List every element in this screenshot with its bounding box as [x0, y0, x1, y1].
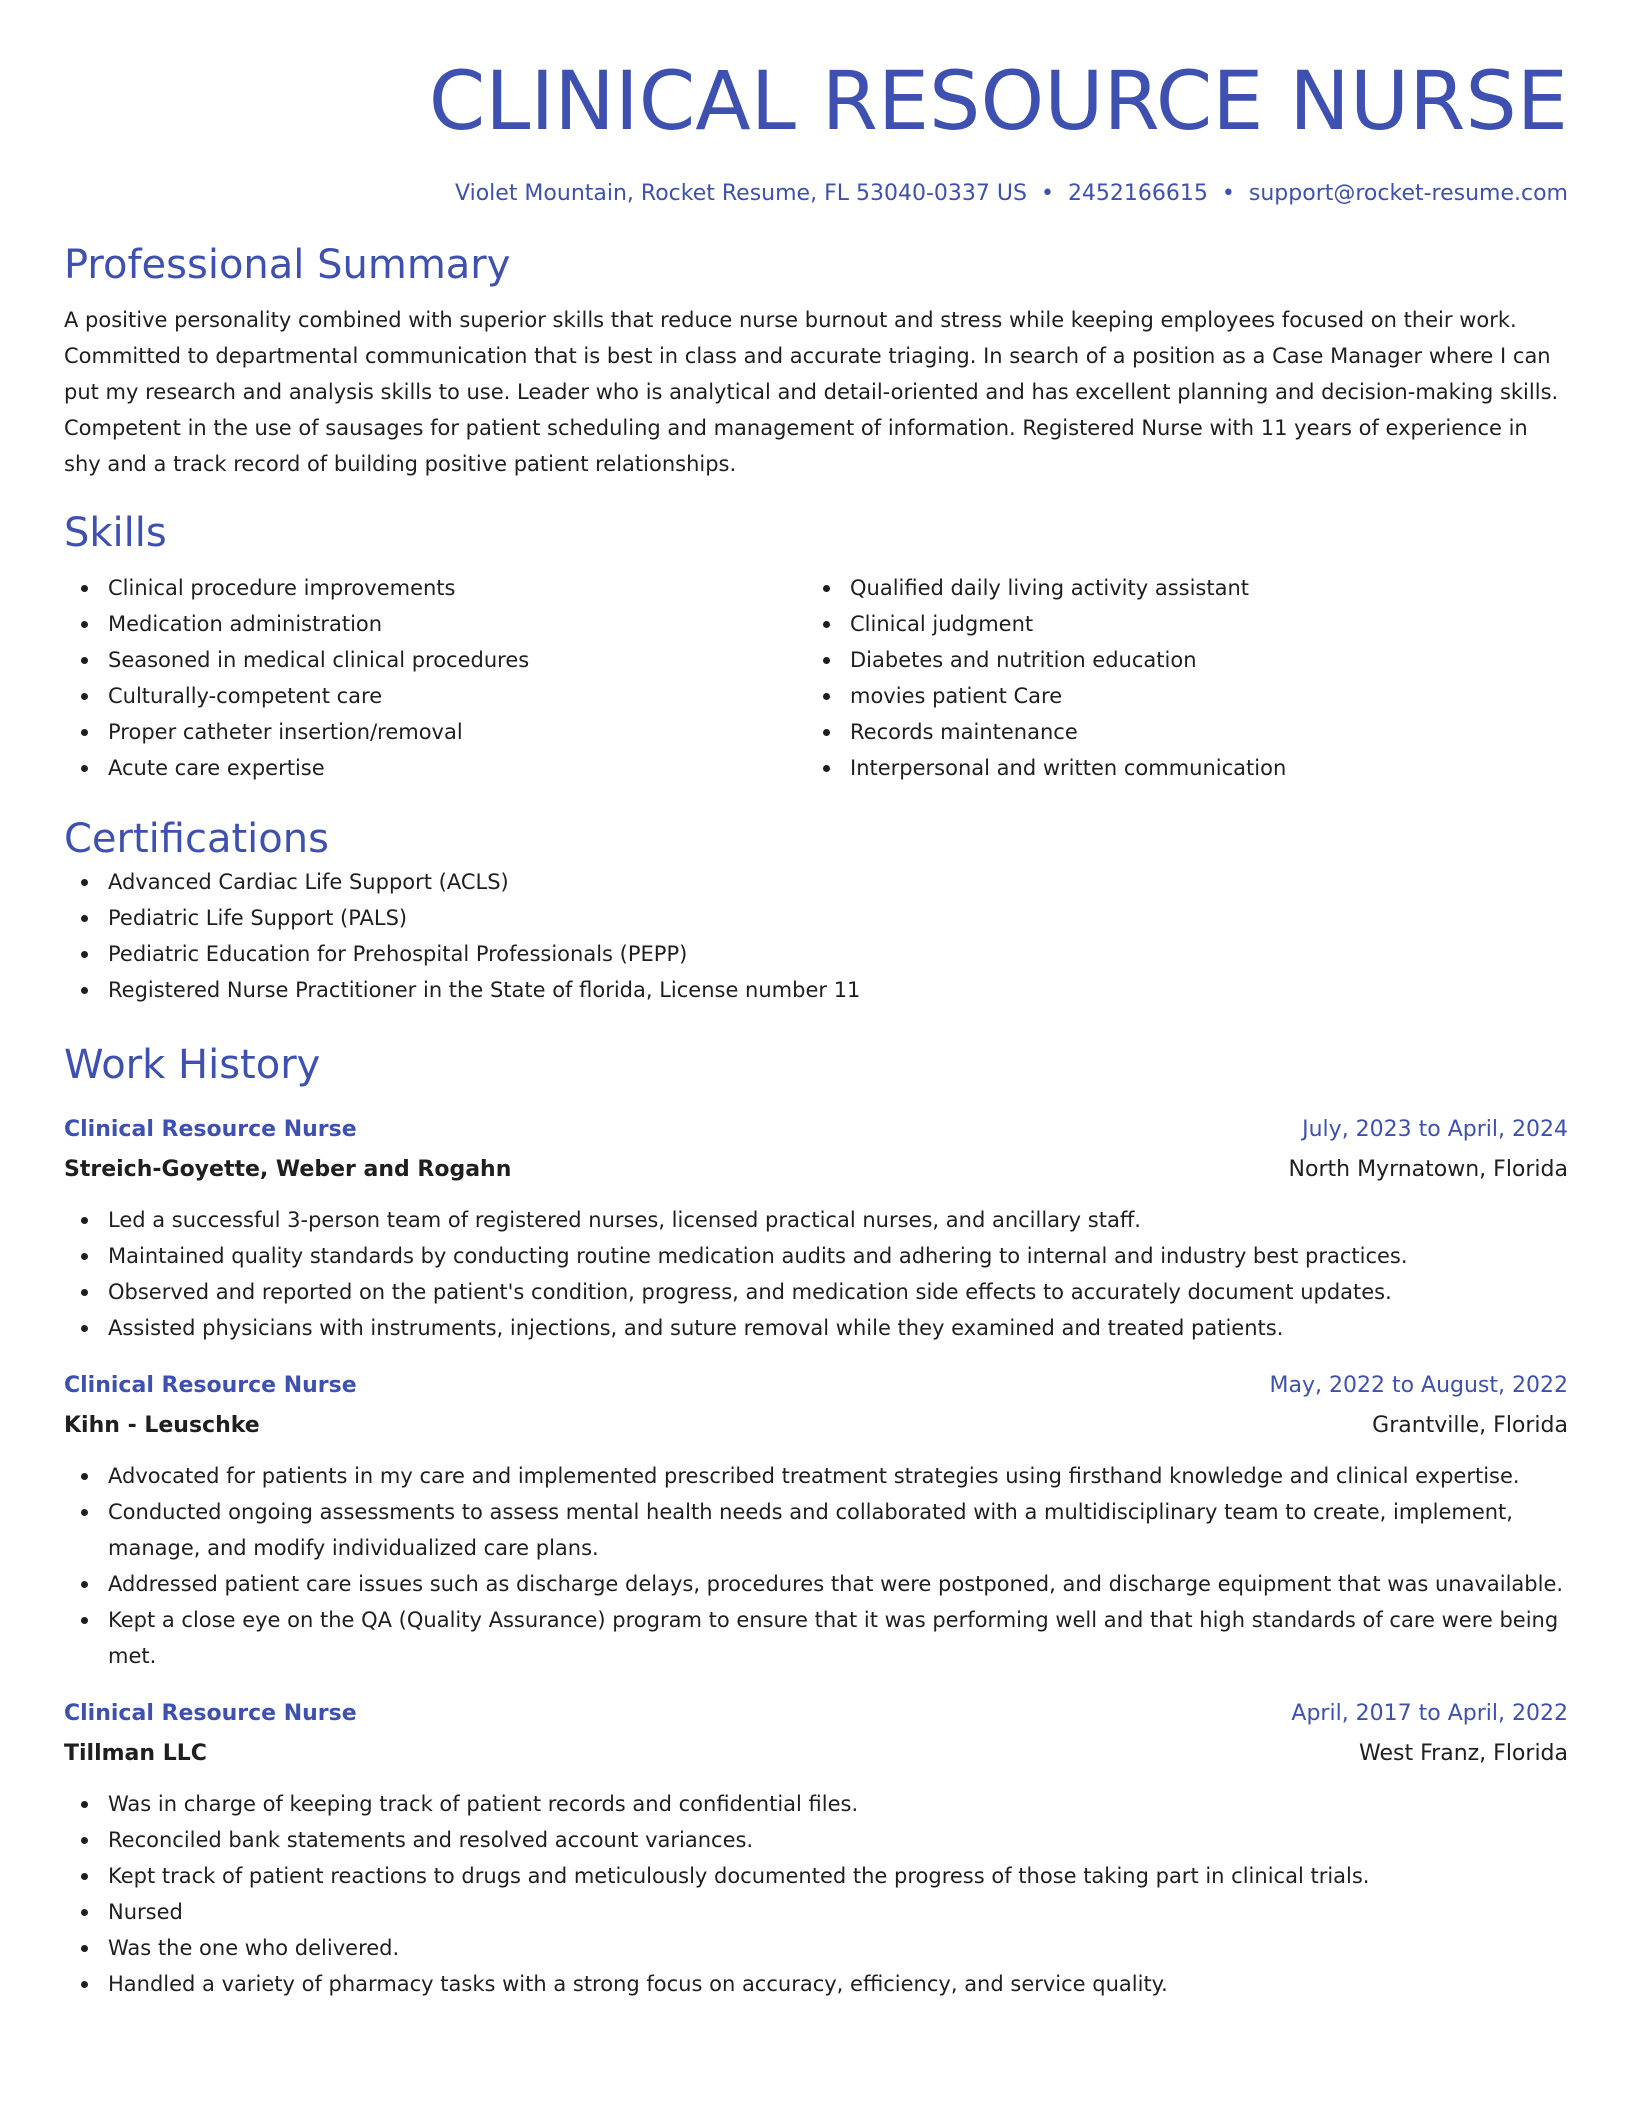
job-entry: [64, 1366, 1568, 1674]
job-subheader: [64, 1150, 1568, 1190]
skills-column-left: [64, 570, 806, 786]
skill-item: Interpersonal and written communication: [806, 750, 1548, 786]
certification-item: Advanced Cardiac Life Support (ACLS): [64, 864, 1568, 900]
skill-item: movies patient Care: [806, 678, 1548, 714]
certification-item: Registered Nurse Practitioner in the State of florida, License number 11: [64, 972, 1568, 1008]
work-history-heading: Work History: [64, 1042, 321, 1088]
job-duty: Led a successful 3-person team of registered nurses, licensed practical nurses, and ancillary staff.: [64, 1202, 1568, 1238]
job-entry: [64, 1110, 1568, 1346]
job-duty: Kept a close eye on the QA (Quality Assurance) program to ensure that it was performing well and that high standards of care were being met.: [64, 1602, 1568, 1674]
job-duty: Advocated for patients in my care and implemented prescribed treatment strategies using firsthand knowledge and clinical expertise.: [64, 1458, 1568, 1494]
job-location: Grantville, Florida: [1372, 1413, 1568, 1438]
job-company: Streich-Goyette, Weber and Rogahn: [64, 1157, 512, 1182]
contact-line: [64, 178, 1568, 210]
job-header: [64, 1110, 1568, 1150]
skill-item: Proper catheter insertion/removal: [64, 714, 806, 750]
job-duty: Maintained quality standards by conducting routine medication audits and adhering to internal and industry best practices.: [64, 1238, 1568, 1274]
summary-heading: Professional Summary: [64, 242, 511, 288]
skills-list: [64, 570, 1568, 786]
job-duties: [64, 1202, 1568, 1346]
skills-column-right: [806, 570, 1548, 786]
job-duty: Reconciled bank statements and resolved account variances.: [64, 1822, 1568, 1858]
certification-item: Pediatric Life Support (PALS): [64, 900, 1568, 936]
job-duty: Addressed patient care issues such as discharge delays, procedures that were postponed, and discharge equipment that was unavailable.: [64, 1566, 1568, 1602]
skill-item: Diabetes and nutrition education: [806, 642, 1548, 678]
resume-page: [64, 0, 1568, 2002]
job-title: Clinical Resource Nurse: [64, 1117, 357, 1142]
job-duty: Nursed: [64, 1894, 1568, 1930]
skill-item: Acute care expertise: [64, 750, 806, 786]
job-duty: Observed and reported on the patient's condition, progress, and medication side effects to accurately document updates.: [64, 1274, 1568, 1310]
job-company: Kihn - Leuschke: [64, 1413, 260, 1438]
job-location: West Franz, Florida: [1359, 1741, 1568, 1766]
job-duty: Handled a variety of pharmacy tasks with a strong focus on accuracy, efficiency, and service quality.: [64, 1966, 1568, 2002]
skill-item: Culturally-competent care: [64, 678, 806, 714]
contact-separator: •: [1040, 181, 1054, 206]
skill-item: Records maintenance: [806, 714, 1548, 750]
job-title: Clinical Resource Nurse: [64, 1701, 357, 1726]
certifications-list: [64, 864, 1568, 1008]
resume-name: CLINICAL RESOURCE NURSE: [428, 55, 1568, 149]
certification-item: Pediatric Education for Prehospital Professionals (PEPP): [64, 936, 1568, 972]
job-duty: Was the one who delivered.: [64, 1930, 1568, 1966]
job-subheader: [64, 1406, 1568, 1446]
job-header: [64, 1694, 1568, 1734]
contact-separator: •: [1221, 181, 1235, 206]
job-dates: April, 2017 to April, 2022: [1291, 1701, 1568, 1726]
job-duty: Was in charge of keeping track of patient records and confidential files.: [64, 1786, 1568, 1822]
skill-item: Seasoned in medical clinical procedures: [64, 642, 806, 678]
contact-address: Violet Mountain, Rocket Resume, FL 53040-0337 US: [455, 181, 1027, 206]
skill-item: Clinical judgment: [806, 606, 1548, 642]
certifications-heading: Certifications: [64, 816, 329, 862]
job-duty: Conducted ongoing assessments to assess mental health needs and collaborated with a multidisciplinary team to create, implement, manage, and modify individualized care plans.: [64, 1494, 1568, 1566]
skill-item: Clinical procedure improvements: [64, 570, 806, 606]
job-duties: [64, 1458, 1568, 1674]
contact-email[interactable]: support@rocket-resume.com: [1248, 181, 1568, 206]
skill-item: Qualified daily living activity assistant: [806, 570, 1548, 606]
job-company: Tillman LLC: [64, 1741, 207, 1766]
skill-item: Medication administration: [64, 606, 806, 642]
job-header: [64, 1366, 1568, 1406]
job-duties: [64, 1786, 1568, 2002]
job-subheader: [64, 1734, 1568, 1774]
job-duty: Assisted physicians with instruments, injections, and suture removal while they examined and treated patients.: [64, 1310, 1568, 1346]
job-duty: Kept track of patient reactions to drugs and meticulously documented the progress of those taking part in clinical trials.: [64, 1858, 1568, 1894]
job-dates: May, 2022 to August, 2022: [1269, 1373, 1568, 1398]
job-location: North Myrnatown, Florida: [1288, 1157, 1568, 1182]
job-dates: July, 2023 to April, 2024: [1302, 1117, 1568, 1142]
job-entry: [64, 1694, 1568, 2002]
contact-phone: 2452166615: [1067, 181, 1208, 206]
skills-heading: Skills: [64, 510, 167, 556]
job-title: Clinical Resource Nurse: [64, 1373, 357, 1398]
summary-text: A positive personality combined with superior skills that reduce nurse burnout and stress while keeping employees focused on their work. Committed to departmental communication that is best in class and accurate triaging. In search of a position as a Case Manager where I can put my research and analysis skills to use. Leader who is analytical and detail-oriented and has excellent planning and decision-making skills. Competent in the use of sausages for patient scheduling and management of information. Registered Nurse with 11 years of experience in shy and a track record of building positive patient relationships.: [64, 308, 1559, 476]
